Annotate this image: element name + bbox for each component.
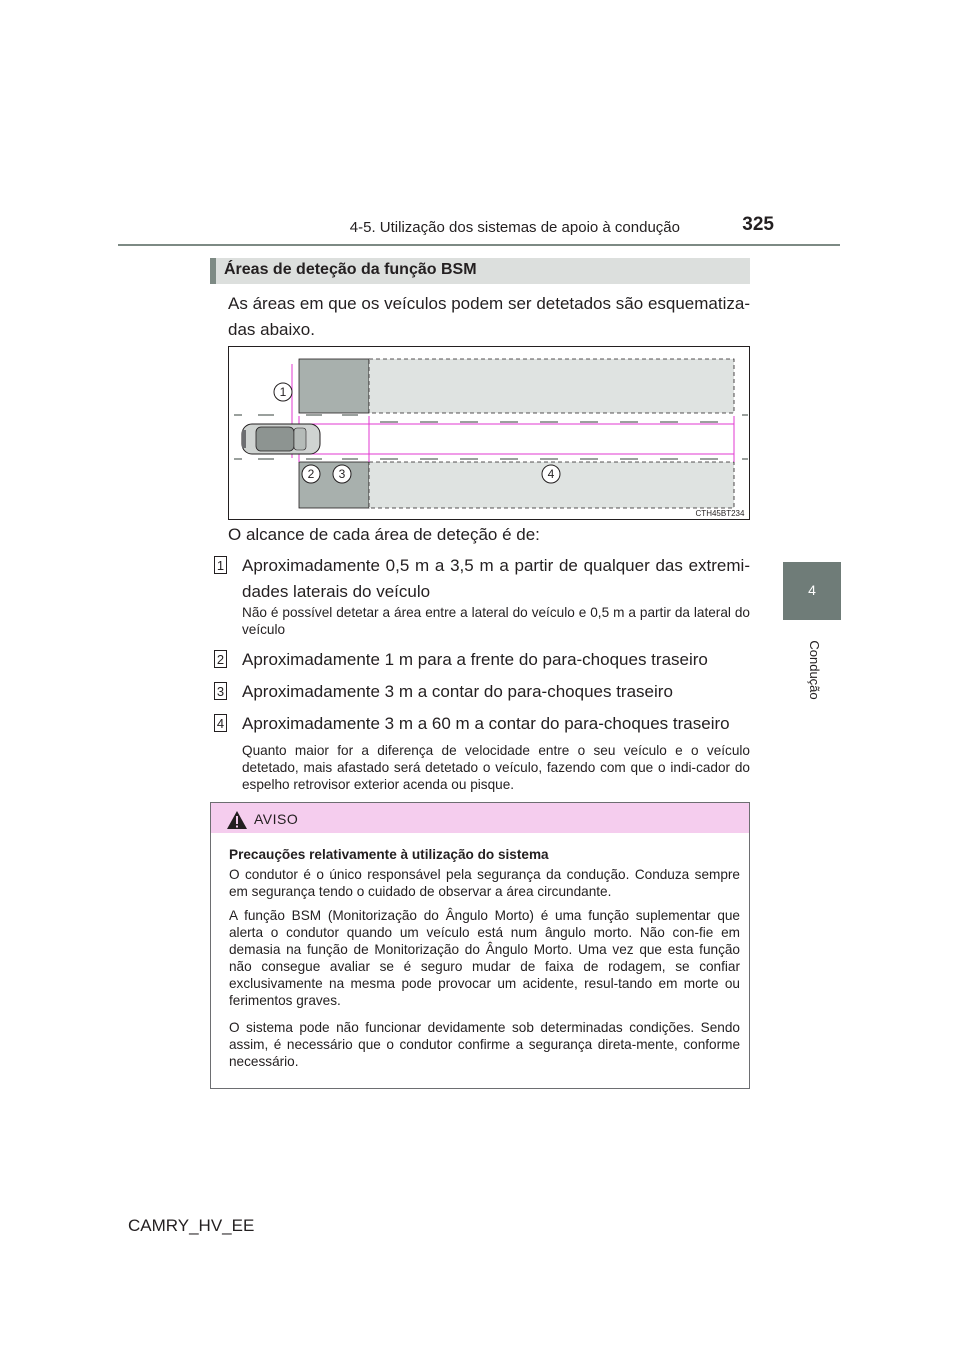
item-number-1: 1 <box>214 556 227 574</box>
range-intro: O alcance de cada área de deteção é de: <box>228 525 540 544</box>
callout-2: 2 <box>307 467 315 481</box>
item-note-4: Quanto maior for a diferença de velocidade entre o seu veículo e o veículo detetado, mais afastado será detetado o veículo, fazendo com que o indi-cador do espelho retrovisor exterior acenda ou pisque. <box>242 743 750 792</box>
warning-title: Precauções relativamente à utilização do sistema <box>229 847 549 862</box>
bsm-detection-diagram <box>228 346 750 520</box>
warning-paragraph-3: O sistema pode não funcionar devidamente sob determinadas condições. Sendo assim, é necessário que o condutor confirme a segurança direta-mente, conforme necessário. <box>229 1020 740 1069</box>
page-number: 325 <box>742 214 774 235</box>
callout-4: 4 <box>547 467 555 481</box>
item-number-4: 4 <box>214 714 227 732</box>
vehicle-icon <box>242 424 320 454</box>
warning-paragraph-1: O condutor é o único responsável pela segurança da condução. Conduza sempre em segurança tendo o cuidado de observar a área circundante. <box>229 867 740 899</box>
footer-model-code: CAMRY_HV_EE <box>128 1216 255 1235</box>
warning-paragraph-2: A função BSM (Monitorização do Ângulo Morto) é uma função suplementar que alerta o condutor quando um veículo está num ângulo morto. Não con-fie em demasia na função de Monitorização do Ângulo Morto. Uma vez que esta função não consegue avaliar se é seguro mudar de faixa de rodagem, se confiar exclusivamente na mesma pode provocar um acidente, resul-tando em morte ou ferimentos graves. <box>229 908 740 1008</box>
zone-top-far <box>369 359 734 413</box>
warning-label: AVISO <box>254 811 299 827</box>
section-intro: As áreas em que os veículos podem ser detetados são esquematiza-das abaixo. <box>228 294 750 339</box>
header-divider <box>118 244 840 246</box>
zone-top-near <box>299 359 369 413</box>
callout-3: 3 <box>338 467 346 481</box>
item-number-3: 3 <box>214 682 227 700</box>
chapter-tab-label: Condução <box>807 640 822 700</box>
item-note-1: Não é possível detetar a área entre a lateral do veículo e 0,5 m a partir da lateral do veículo <box>242 605 750 637</box>
item-text-4: Aproximadamente 3 m a 60 m a contar do para-choques traseiro <box>242 714 730 733</box>
item-text-2: Aproximadamente 1 m para a frente do para-choques traseiro <box>242 650 708 669</box>
image-code: CTH45BT234 <box>695 509 745 518</box>
section-title: Áreas de deteção da função BSM <box>224 261 477 278</box>
item-number-2: 2 <box>214 650 227 668</box>
chapter-title: 4-5. Utilização dos sistemas de apoio à condução <box>349 219 680 236</box>
item-text-1: Aproximadamente 0,5 m a 3,5 m a partir de qualquer das extremi-dades laterais do veículo <box>242 556 750 601</box>
callout-1: 1 <box>279 385 287 399</box>
item-text-3: Aproximadamente 3 m a contar do para-choques traseiro <box>242 682 673 701</box>
chapter-tab[interactable]: 4 <box>783 562 841 620</box>
warning-triangle-icon <box>226 810 248 830</box>
